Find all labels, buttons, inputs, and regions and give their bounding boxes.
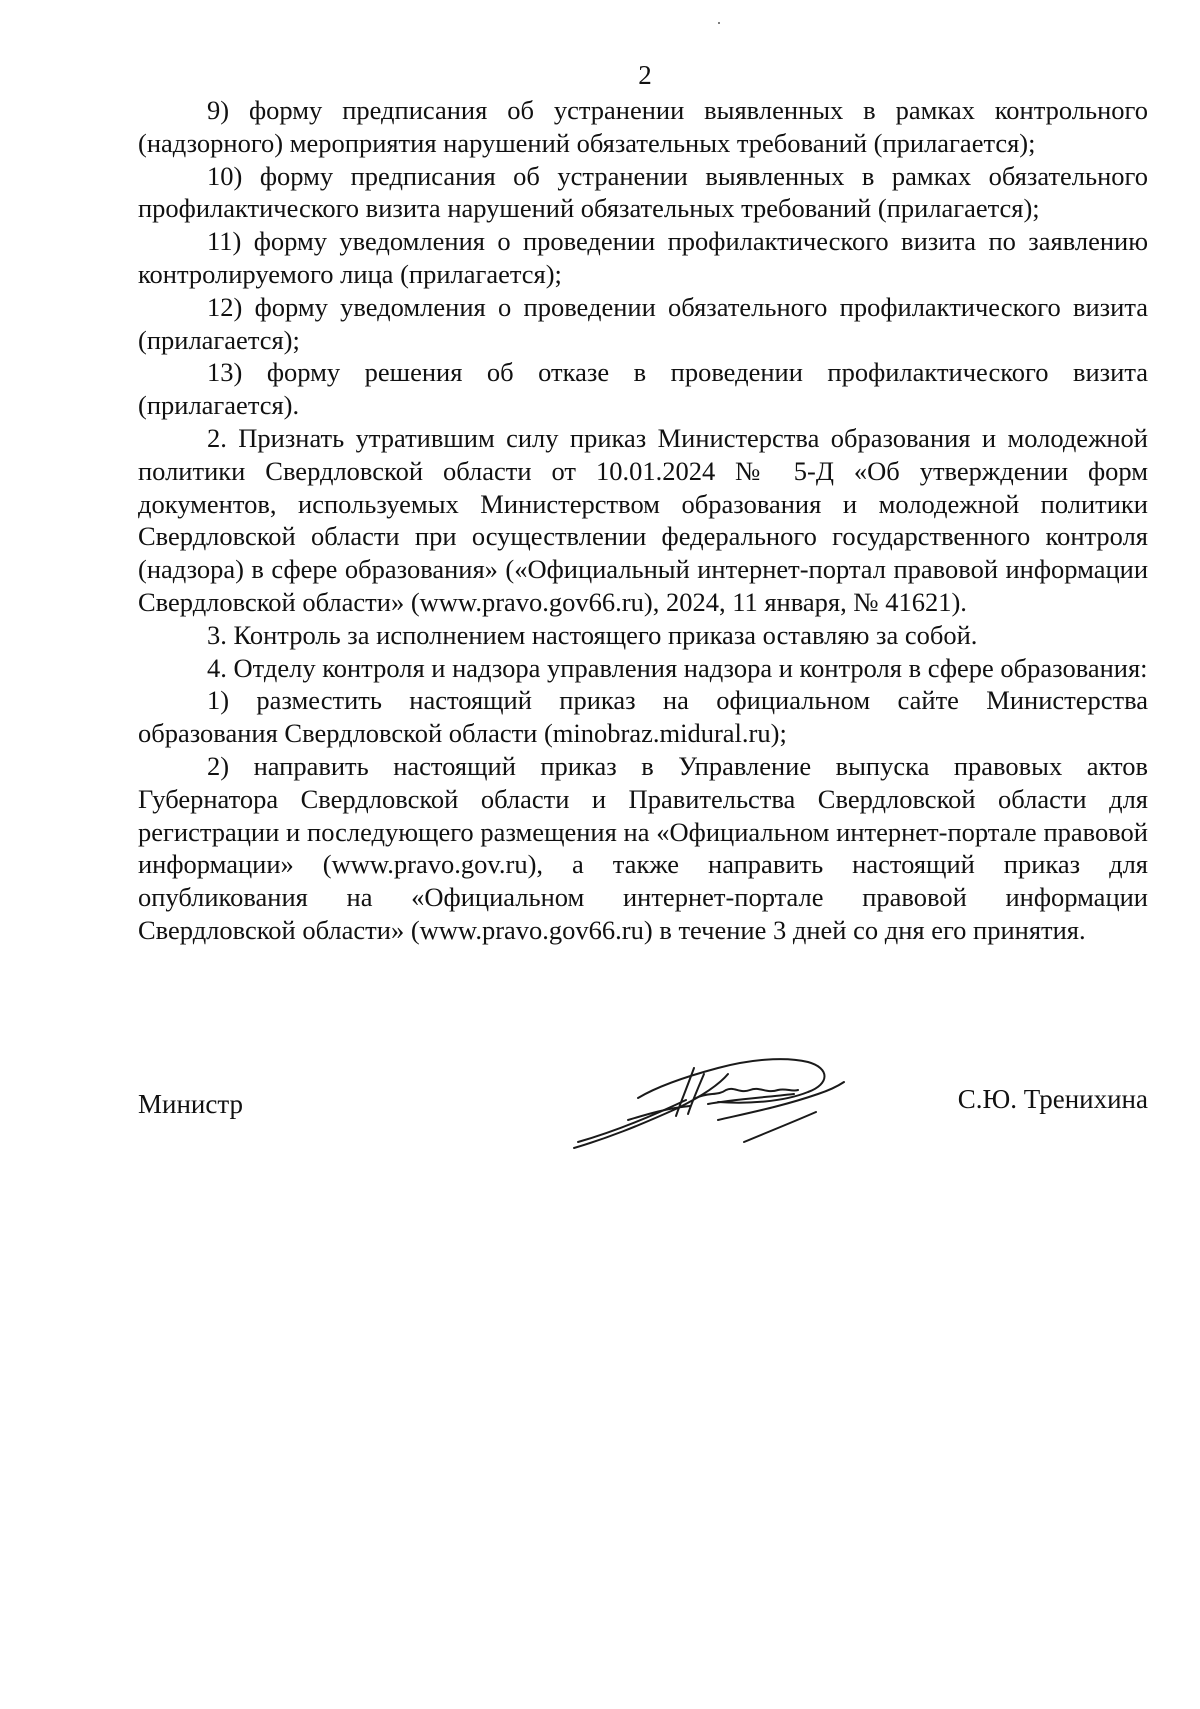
page-number: 2 bbox=[638, 60, 652, 90]
signatory-role: Министр bbox=[138, 1089, 243, 1119]
handwritten-signature bbox=[568, 1046, 858, 1156]
clause-3-control: 3. Контроль за исполнением настоящего приказа оставляю за собой. bbox=[207, 619, 978, 650]
item-9-prescription-control: 9) форму предписания об устранении выявленных в рамках контрольного (надзорного) мероприятия нарушений обязательных требований (прилагается); bbox=[138, 95, 1148, 158]
clause-4-sub-2-send-registration: 2) направить настоящий приказ в Управление выпуска правовых актов Губернатора Свердловской области и Правительства Свердловской области для регистрации и последующего размещения на «Официальном интернет-портале правовой информации» (www.pravo.gov.ru), а также направить настоящий приказ для опубликования на «Официальном интернет-портале правовой информации Свердловской области» (www.pravo.gov66.ru) в течение 3 дней со дня его принятия. bbox=[138, 750, 1148, 945]
item-12-notice-mandatory-visit: 12) форму уведомления о проведении обязательного профилактического визита (прилагается); bbox=[138, 291, 1148, 355]
signature-block bbox=[138, 1046, 1148, 1166]
item-13-refusal-decision: 13) форму решения об отказе в проведении профилактического визита (прилагается). bbox=[138, 357, 1148, 421]
signatory-name: С.Ю. Тренихина bbox=[957, 1084, 1148, 1114]
scan-speck bbox=[718, 22, 720, 24]
clause-4-department: 4. Отделу контроля и надзора управления надзора и контроля в сфере образования: bbox=[207, 652, 1148, 683]
document-body bbox=[138, 94, 1148, 947]
clause-4-sub-1-publish-site: 1) разместить настоящий приказ на официальном сайте Министерства образования Свердловской области (minobraz.midural.ru); bbox=[138, 685, 1148, 749]
item-10-prescription-visit: 10) форму предписания об устранении выявленных в рамках обязательного профилактического визита нарушений обязательных требований (прилагается); bbox=[138, 160, 1148, 224]
item-11-notice-visit-request: 11) форму уведомления о проведении профилактического визита по заявлению контролируемого лица (прилагается); bbox=[138, 226, 1148, 289]
clause-2-repeal: 2. Признать утратившим силу приказ Министерства образования и молодежной политики Свердловской области от 10.01.2024 № 5-Д «Об утверждении форм документов, используемых Министерством образования и молодежной политики Свердловской области при осуществлении федерального государственного контроля (надзора) в сфере образования» («Официальный интернет-портал правовой информации Свердловской области» (www.pravo.gov66.ru), 2024, 11 января, № 41621). bbox=[138, 422, 1148, 617]
